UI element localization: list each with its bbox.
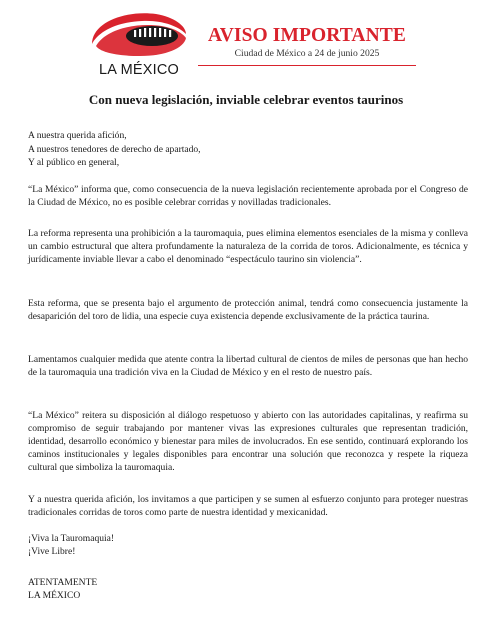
signoff: [28, 576, 468, 602]
notice-title: AVISO IMPORTANTE: [208, 25, 406, 46]
cheer-line: ¡Vive Libre!: [28, 546, 76, 557]
notice-date: Ciudad de México a 24 de junio 2025: [234, 48, 380, 59]
greeting-line: A nuestra querida afición,: [28, 130, 127, 141]
paragraph-6: Y a nuestra querida afición, los invitamos a que participen y se sumen al esfuerzo conjunto para proteger nuestras tradicionales corridas de toros como parte de nuestra identidad y mexicanidad.: [28, 494, 468, 518]
greeting-line: Y al público en general,: [28, 157, 120, 168]
signoff-line: LA MÉXICO: [28, 590, 81, 601]
greeting-line: A nuestros tenedores de derecho de apartado,: [28, 143, 201, 155]
plaza-de-toros-icon: [86, 8, 192, 64]
paragraph-2: La reforma representa una prohibición a la tauromaquia, pues elimina elementos esenciales de la misma y conlleva un cambio estructural que altera profundamente la naturaleza de la corrida de toros. Adicionalmente, es técnica y jurídicamente inviable llevar a cabo el denominado “espectáculo taurino sin violencia”.: [28, 228, 468, 265]
paragraph-3: Esta reforma, que se presenta bajo el argumento de protección animal, tendrá como consecuencia justamente la desaparición del toro de lidia, una especie cuya existencia depende exclusivamente de la práctica taurina.: [28, 298, 468, 322]
paragraph-1: “La México” informa que, como consecuencia de la nueva legislación recientemente aprobada por el Congreso de la Ciudad de México, no es posible celebrar corridas y novilladas tradicionales.: [28, 184, 468, 208]
notice-divider: [198, 65, 416, 66]
cheer-line: ¡Viva la Tauromaquia!: [28, 533, 115, 544]
la-mexico-logo: [86, 8, 192, 82]
signoff-line: ATENTAMENTE: [28, 577, 98, 588]
notice-header: [198, 24, 416, 59]
greeting: [28, 129, 468, 170]
headline: Con nueva legislación, inviable celebrar eventos taurinos: [88, 92, 404, 107]
closing-cheers: [28, 532, 468, 558]
paragraph-5: “La México” reitera su disposición al diálogo respetuoso y abierto con las autoridades capitalinas, y reafirma su compromiso de seguir trabajando por mantener vivas las expresiones culturales que representan tradición, identidad, desarrollo económico y bienestar para miles de involucrados. En ese sentido, continuará explorando los caminos institucionales y legales disponibles para encontrar una solución que reconozca y respete la riqueza cultural que simboliza la tauromaquia.: [28, 410, 468, 473]
paragraph-4: Lamentamos cualquier medida que atente contra la libertad cultural de cientos de miles de personas que han hecho de la tauromaquia una tradición viva en la Ciudad de México y en el resto de nuestro país.: [28, 354, 468, 378]
logo-wordmark: LA MÉXICO: [99, 62, 179, 78]
